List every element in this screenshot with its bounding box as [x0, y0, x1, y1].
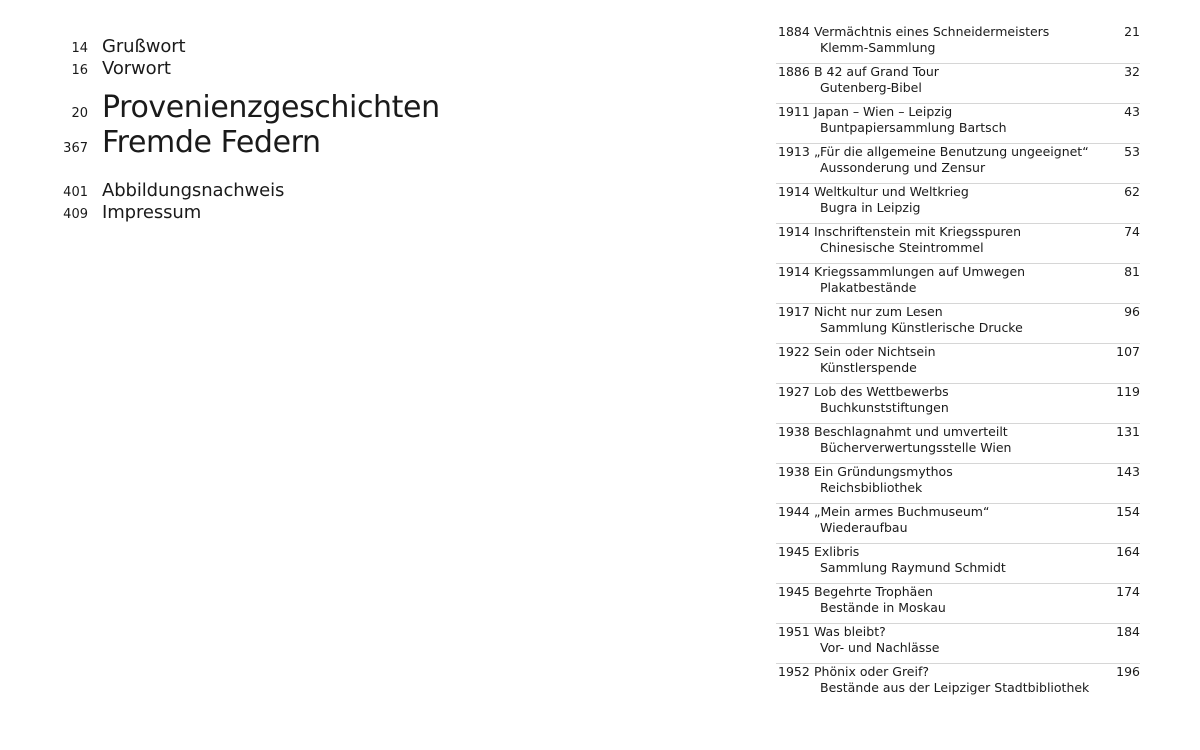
chapter-page: 53	[1124, 144, 1140, 159]
chapter-title: Lob des Wettbewerbs	[814, 384, 949, 399]
chapter-subtitle: Klemm-Sammlung	[820, 40, 936, 55]
chapter-title: Vermächtnis eines Schneidermeisters	[814, 24, 1050, 39]
toc-title: Grußwort	[102, 36, 186, 57]
chapter-title: Beschlagnahmt und umverteilt	[814, 424, 1008, 439]
chapter-page: 143	[1116, 464, 1140, 479]
chapter-subtitle: Sammlung Raymund Schmidt	[820, 560, 1006, 575]
chapter-title: Sein oder Nichtsein	[814, 344, 936, 359]
chapter-page: 43	[1124, 104, 1140, 119]
chapter-entry[interactable]	[760, 104, 1140, 140]
toc-page-number: 367	[63, 141, 88, 156]
chapter-page: 131	[1116, 424, 1140, 439]
toc-page-number: 20	[71, 106, 88, 121]
chapter-title: Ein Gründungsmythos	[814, 464, 953, 479]
chapter-year: 1911	[778, 104, 810, 119]
toc-title: Impressum	[102, 202, 202, 223]
chapter-title: Weltkultur und Weltkrieg	[814, 184, 969, 199]
chapter-subtitle: Gutenberg-Bibel	[820, 80, 922, 95]
chapter-subtitle: Bücherverwertungsstelle Wien	[820, 440, 1012, 455]
chapter-subtitle: Künstlerspende	[820, 360, 917, 375]
chapter-title: B 42 auf Grand Tour	[814, 64, 939, 79]
chapter-entry[interactable]	[760, 264, 1140, 300]
chapter-year: 1945	[778, 544, 810, 559]
chapter-title: Begehrte Trophäen	[814, 584, 933, 599]
chapter-year: 1951	[778, 624, 810, 639]
chapter-year: 1917	[778, 304, 810, 319]
chapter-subtitle: Buntpapiersammlung Bartsch	[820, 120, 1007, 135]
chapter-title: Phönix oder Greif?	[814, 664, 930, 679]
chapter-page: 196	[1116, 664, 1140, 679]
toc-entry-abbildungsnachweis[interactable]	[0, 180, 284, 201]
toc-title: Vorwort	[102, 58, 171, 79]
chapter-page: 81	[1124, 264, 1140, 279]
toc-entry-fremde-federn[interactable]	[0, 125, 321, 160]
chapter-page: 174	[1116, 584, 1140, 599]
chapter-title: „Mein armes Buchmuseum“	[814, 504, 990, 519]
toc-page-number: 16	[71, 63, 88, 78]
chapter-title: Japan – Wien – Leipzig	[814, 104, 953, 119]
chapter-subtitle: Aussonderung und Zensur	[820, 160, 986, 175]
chapter-page: 119	[1116, 384, 1140, 399]
chapter-page: 62	[1124, 184, 1140, 199]
chapter-year: 1938	[778, 464, 810, 479]
chapter-page: 74	[1124, 224, 1140, 239]
chapter-entry[interactable]	[760, 664, 1140, 700]
toc-title: Abbildungsnachweis	[102, 180, 285, 201]
chapter-title: Kriegssammlungen auf Umwegen	[814, 264, 1026, 279]
chapter-entry[interactable]	[760, 344, 1140, 380]
chapter-page: 107	[1116, 344, 1140, 359]
chapter-subtitle: Plakatbestände	[820, 280, 917, 295]
toc-entry-impressum[interactable]	[0, 202, 201, 223]
chapter-page: 184	[1116, 624, 1140, 639]
chapter-entry[interactable]	[760, 384, 1140, 420]
chapter-subtitle: Reichsbibliothek	[820, 480, 923, 495]
chapter-entry[interactable]	[760, 144, 1140, 180]
chapter-list	[760, 0, 1160, 750]
chapter-subtitle: Bugra in Leipzig	[820, 200, 921, 215]
chapter-subtitle: Chinesische Steintrommel	[820, 240, 984, 255]
chapter-entry[interactable]	[760, 64, 1140, 100]
chapter-year: 1952	[778, 664, 810, 679]
chapter-page: 32	[1124, 64, 1140, 79]
chapter-entry[interactable]	[760, 24, 1140, 60]
chapter-page: 96	[1124, 304, 1140, 319]
chapter-entry[interactable]	[760, 624, 1140, 660]
chapter-page: 164	[1116, 544, 1140, 559]
chapter-subtitle: Bestände aus der Leipziger Stadtbibliothek	[820, 680, 1090, 695]
chapter-year: 1886	[778, 64, 810, 79]
chapter-page: 21	[1124, 24, 1140, 39]
chapter-subtitle: Wiederaufbau	[820, 520, 908, 535]
chapter-title: „Für die allgemeine Benutzung ungeeignet“	[814, 144, 1089, 159]
chapter-entry[interactable]	[760, 184, 1140, 220]
chapter-year: 1927	[778, 384, 810, 399]
chapter-year: 1945	[778, 584, 810, 599]
chapter-subtitle: Bestände in Moskau	[820, 600, 946, 615]
chapter-year: 1922	[778, 344, 810, 359]
chapter-year: 1944	[778, 504, 810, 519]
chapter-entry[interactable]	[760, 424, 1140, 460]
chapter-year: 1914	[778, 184, 810, 199]
toc-page-number: 409	[63, 207, 88, 222]
chapter-year: 1914	[778, 224, 810, 239]
chapter-entry[interactable]	[760, 304, 1140, 340]
chapter-entry[interactable]	[760, 584, 1140, 620]
toc-entry-vorwort[interactable]	[0, 58, 171, 79]
chapter-entry[interactable]	[760, 544, 1140, 580]
chapter-year: 1914	[778, 264, 810, 279]
toc-title: Provenienzgeschichten	[102, 90, 440, 125]
toc-entry-provenienzgeschichten[interactable]	[0, 90, 440, 125]
toc-entry-grusswort[interactable]	[0, 36, 186, 57]
chapter-subtitle: Buchkunststiftungen	[820, 400, 949, 415]
chapter-title: Nicht nur zum Lesen	[814, 304, 943, 319]
chapter-title: Exlibris	[814, 544, 860, 559]
chapter-year: 1913	[778, 144, 810, 159]
chapter-entry[interactable]	[760, 464, 1140, 500]
chapter-year: 1938	[778, 424, 810, 439]
chapter-title: Was bleibt?	[814, 624, 886, 639]
chapter-subtitle: Vor- und Nachlässe	[820, 640, 940, 655]
toc-page-number: 14	[71, 41, 88, 56]
chapter-entry[interactable]	[760, 504, 1140, 540]
chapter-title: Inschriftenstein mit Kriegsspuren	[814, 224, 1022, 239]
chapter-page: 154	[1116, 504, 1140, 519]
chapter-subtitle: Sammlung Künstlerische Drucke	[820, 320, 1023, 335]
toc-title: Fremde Federn	[102, 125, 321, 160]
chapter-entry[interactable]	[760, 224, 1140, 260]
toc-page-number: 401	[63, 185, 88, 200]
chapter-year: 1884	[778, 24, 810, 39]
